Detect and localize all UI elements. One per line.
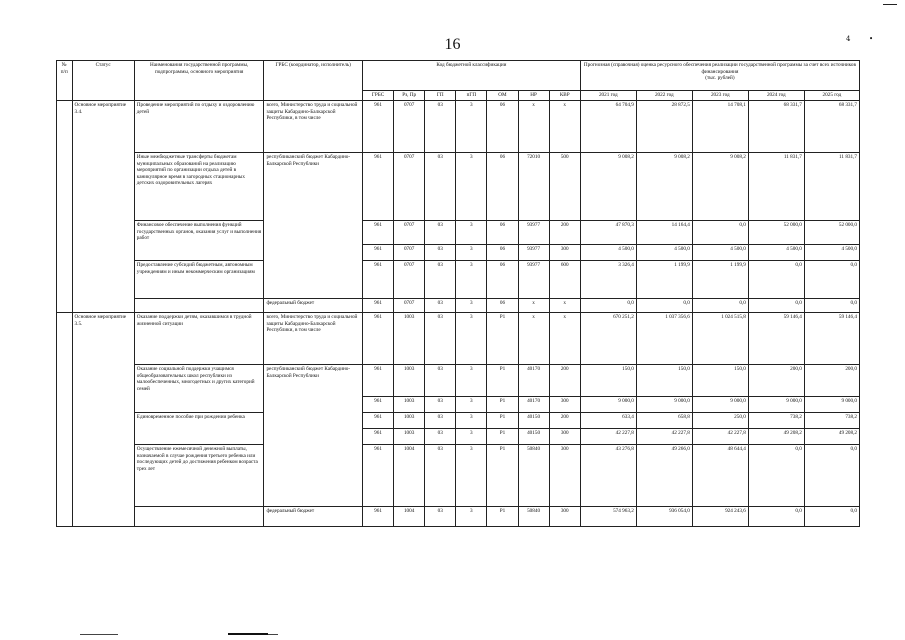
code-cell: 50840 bbox=[518, 507, 549, 527]
code-cell: 500 bbox=[549, 153, 580, 221]
code-cell: 3 bbox=[456, 365, 487, 397]
budget-table bbox=[56, 60, 860, 527]
code-cell: 03 bbox=[425, 445, 456, 507]
table-row bbox=[57, 261, 860, 299]
value-cell: 738,2 bbox=[804, 413, 859, 429]
code-cell: 0707 bbox=[394, 245, 425, 261]
value-cell: 9 000,0 bbox=[804, 397, 859, 413]
value-cell: 14 164,4 bbox=[636, 221, 692, 245]
code-cell: 1003 bbox=[394, 313, 425, 365]
table-row bbox=[57, 365, 860, 397]
code-cell: 3 bbox=[456, 507, 487, 527]
code-cell: 3 bbox=[456, 445, 487, 507]
value-cell: 150,0 bbox=[636, 365, 692, 397]
code-cell: 93977 bbox=[518, 261, 549, 299]
code-cell: 03 bbox=[425, 313, 456, 365]
code-cell: 06 bbox=[487, 261, 518, 299]
code-cell: 961 bbox=[362, 507, 393, 527]
value-cell: 0,0 bbox=[636, 299, 692, 313]
value-cell: 68 331,7 bbox=[804, 101, 859, 153]
code-cell: 03 bbox=[425, 413, 456, 429]
table-row bbox=[57, 507, 860, 527]
subheader-cell: ОМ bbox=[487, 91, 518, 101]
code-cell: 961 bbox=[362, 313, 393, 365]
corner-mark: 4 bbox=[846, 35, 851, 43]
value-cell: 0,0 bbox=[580, 299, 636, 313]
subheader-cell: КВР bbox=[549, 91, 580, 101]
value-cell: 4 500,0 bbox=[636, 245, 692, 261]
value-cell: 9 000,0 bbox=[748, 397, 804, 413]
subheader-cell: пГП bbox=[456, 91, 487, 101]
subheader-cell: ГРБС bbox=[362, 91, 393, 101]
subheader-cell: 2022 год bbox=[636, 91, 692, 101]
header-units: (тыс. рублей) bbox=[705, 75, 735, 81]
name-cell: Оказание социальной поддержки учащимся общеобразовательных школ республики из малообеспеченных, многодетных и других категорий семей bbox=[134, 365, 264, 413]
code-cell: х bbox=[549, 299, 580, 313]
code-cell: 93977 bbox=[518, 245, 549, 261]
code-cell: 1004 bbox=[394, 507, 425, 527]
code-cell: 06 bbox=[487, 221, 518, 245]
code-cell: 300 bbox=[549, 397, 580, 413]
code-cell: 0707 bbox=[394, 299, 425, 313]
code-cell: 40170 bbox=[518, 365, 549, 397]
name-cell: Единовременное пособие при рождении ребенка bbox=[134, 413, 264, 445]
table-row bbox=[57, 221, 860, 245]
value-cell: 0,0 bbox=[748, 507, 804, 527]
code-cell: 50840 bbox=[518, 445, 549, 507]
code-cell: 961 bbox=[362, 413, 393, 429]
code-cell: Р1 bbox=[487, 397, 518, 413]
code-cell: 200 bbox=[549, 413, 580, 429]
value-cell: 0,0 bbox=[804, 299, 859, 313]
code-cell: 03 bbox=[425, 507, 456, 527]
executor-cell: республиканский бюджет Кабардино-Балкарской Республики bbox=[264, 365, 363, 507]
footer-rule bbox=[268, 634, 278, 635]
code-cell: 06 bbox=[487, 299, 518, 313]
code-cell: 600 bbox=[549, 261, 580, 299]
table-row bbox=[57, 101, 860, 153]
value-cell: 9 000,0 bbox=[636, 397, 692, 413]
value-cell: 633,4 bbox=[580, 413, 636, 429]
value-cell: 68 331,7 bbox=[748, 101, 804, 153]
code-cell: 961 bbox=[362, 429, 393, 445]
value-cell: 0,0 bbox=[692, 221, 748, 245]
subheader-cell: 2025 год bbox=[804, 91, 859, 101]
code-cell: 961 bbox=[362, 153, 393, 221]
value-cell: 0,0 bbox=[804, 261, 859, 299]
code-cell: 72010 bbox=[518, 153, 549, 221]
value-cell: 59 146,4 bbox=[748, 313, 804, 365]
value-cell: 1 199,9 bbox=[692, 261, 748, 299]
value-cell: 49 208,2 bbox=[804, 429, 859, 445]
value-cell: 250,0 bbox=[692, 413, 748, 429]
code-cell: 0707 bbox=[394, 221, 425, 245]
value-cell: 1 199,9 bbox=[636, 261, 692, 299]
code-cell: Р1 bbox=[487, 313, 518, 365]
value-cell: 3 326,4 bbox=[580, 261, 636, 299]
code-cell: 3 bbox=[456, 153, 487, 221]
code-cell: 200 bbox=[549, 365, 580, 397]
code-cell: 3 bbox=[456, 245, 487, 261]
code-cell: 1003 bbox=[394, 365, 425, 397]
value-cell: 52 000,0 bbox=[804, 221, 859, 245]
status-cell: Основное мероприятие 3.5. bbox=[72, 313, 134, 527]
code-cell: 06 bbox=[487, 153, 518, 221]
header-num: № п/п bbox=[57, 61, 73, 101]
code-cell: 3 bbox=[456, 221, 487, 245]
footer-rule bbox=[228, 633, 268, 635]
value-cell: 924 243,6 bbox=[692, 507, 748, 527]
code-cell: 961 bbox=[362, 261, 393, 299]
code-cell: Р1 bbox=[487, 429, 518, 445]
code-cell: 03 bbox=[425, 245, 456, 261]
code-cell: 961 bbox=[362, 445, 393, 507]
code-cell: 03 bbox=[425, 221, 456, 245]
code-cell: 03 bbox=[425, 153, 456, 221]
code-cell: 06 bbox=[487, 101, 518, 153]
value-cell: 4 500,0 bbox=[580, 245, 636, 261]
value-cell: 49 266,0 bbox=[636, 445, 692, 507]
code-cell: 0707 bbox=[394, 153, 425, 221]
subheader-cell: 2023 год bbox=[692, 91, 748, 101]
top-right-rule bbox=[883, 4, 897, 5]
value-cell: 9 000,0 bbox=[580, 397, 636, 413]
header-status: Статус bbox=[72, 61, 134, 101]
value-cell: 574 963,2 bbox=[580, 507, 636, 527]
value-cell: 1 024 515,8 bbox=[692, 313, 748, 365]
code-cell: 3 bbox=[456, 429, 487, 445]
header-budget-code: Код бюджетной классификации bbox=[362, 61, 580, 91]
code-cell: 961 bbox=[362, 221, 393, 245]
header-grbs-coordinator: ГРБС (координатор, исполнитель) bbox=[264, 61, 363, 101]
code-cell: 3 bbox=[456, 397, 487, 413]
value-cell: 658,8 bbox=[636, 413, 692, 429]
value-cell: 48 644,4 bbox=[692, 445, 748, 507]
value-cell: 0,0 bbox=[748, 299, 804, 313]
value-cell: 4 500,0 bbox=[748, 245, 804, 261]
subheader-cell: НР bbox=[518, 91, 549, 101]
value-cell: 0,0 bbox=[692, 299, 748, 313]
value-cell: 738,2 bbox=[748, 413, 804, 429]
code-cell: 40150 bbox=[518, 429, 549, 445]
value-cell: 43 276,8 bbox=[580, 445, 636, 507]
code-cell: 961 bbox=[362, 365, 393, 397]
code-cell: Р1 bbox=[487, 507, 518, 527]
code-cell: 93977 bbox=[518, 221, 549, 245]
code-cell: 961 bbox=[362, 245, 393, 261]
value-cell: 9 008,2 bbox=[580, 153, 636, 221]
value-cell: 936 054,0 bbox=[636, 507, 692, 527]
value-cell: 200,0 bbox=[804, 365, 859, 397]
name-cell: Проведение мероприятий по отдыху и оздоровлению детей bbox=[134, 101, 264, 153]
value-cell: 9 008,2 bbox=[636, 153, 692, 221]
code-cell: 40150 bbox=[518, 413, 549, 429]
value-cell: 47 870,3 bbox=[580, 221, 636, 245]
page-number: 16 bbox=[444, 36, 461, 53]
corner-mark: • bbox=[869, 35, 874, 43]
value-cell: 14 708,1 bbox=[692, 101, 748, 153]
value-cell: 28 872,5 bbox=[636, 101, 692, 153]
code-cell: 1003 bbox=[394, 429, 425, 445]
subheader-cell: 2021 год bbox=[580, 91, 636, 101]
code-cell: 1003 bbox=[394, 413, 425, 429]
code-cell: х bbox=[518, 101, 549, 153]
code-cell: 03 bbox=[425, 397, 456, 413]
code-cell: 3 bbox=[456, 299, 487, 313]
code-cell: 1004 bbox=[394, 445, 425, 507]
executor-cell: федеральный бюджет bbox=[264, 299, 363, 313]
code-cell: 961 bbox=[362, 397, 393, 413]
table-row bbox=[57, 313, 860, 365]
subheader-cell: 2024 год bbox=[748, 91, 804, 101]
num-cell bbox=[57, 101, 73, 313]
table-row bbox=[57, 445, 860, 507]
value-cell: 0,0 bbox=[804, 445, 859, 507]
code-cell: Р1 bbox=[487, 413, 518, 429]
value-cell: 11 831,7 bbox=[748, 153, 804, 221]
code-cell: 3 bbox=[456, 261, 487, 299]
code-cell: 03 bbox=[425, 365, 456, 397]
code-cell: 03 bbox=[425, 101, 456, 153]
name-cell: Оказание поддержки детям, оказавшимся в трудной жизненной ситуации bbox=[134, 313, 264, 365]
value-cell: 0,0 bbox=[748, 445, 804, 507]
code-cell: Р1 bbox=[487, 445, 518, 507]
name-cell bbox=[134, 299, 264, 313]
subheader-cell: Рз, Пр bbox=[394, 91, 425, 101]
table-row bbox=[57, 299, 860, 313]
value-cell: 150,0 bbox=[692, 365, 748, 397]
subheader-cell: ГП bbox=[425, 91, 456, 101]
header-forecast-text: Прогнозная (справочная) оценка ресурсного обеспечения реализации государственной программы за счет всех источников финансирования bbox=[583, 62, 856, 75]
value-cell: 52 000,0 bbox=[748, 221, 804, 245]
value-cell: 0,0 bbox=[748, 261, 804, 299]
name-cell: Осуществление ежемесячной денежной выплаты, назначаемой в случае рождения третьего ребенка или последующих детей до достижения ребенком возраста трех лет bbox=[134, 445, 264, 507]
executor-cell: федеральный бюджет bbox=[264, 507, 363, 527]
code-cell: 300 bbox=[549, 245, 580, 261]
name-cell: Финансовое обеспечение выполнения функций государственных органов, оказания услуг и выполнения работ bbox=[134, 221, 264, 261]
value-cell: 64 704,9 bbox=[580, 101, 636, 153]
value-cell: 150,0 bbox=[580, 365, 636, 397]
table-row bbox=[57, 413, 860, 429]
code-cell: 961 bbox=[362, 299, 393, 313]
code-cell: 03 bbox=[425, 299, 456, 313]
header-forecast bbox=[580, 61, 859, 91]
code-cell: 0707 bbox=[394, 261, 425, 299]
value-cell: 4 500,0 bbox=[804, 245, 859, 261]
value-cell: 42 227,8 bbox=[636, 429, 692, 445]
code-cell: х bbox=[549, 101, 580, 153]
value-cell: 4 500,0 bbox=[692, 245, 748, 261]
code-cell: 300 bbox=[549, 445, 580, 507]
code-cell: 961 bbox=[362, 101, 393, 153]
value-cell: 59 146,4 bbox=[804, 313, 859, 365]
value-cell: 9 000,0 bbox=[692, 397, 748, 413]
code-cell: 06 bbox=[487, 245, 518, 261]
code-cell: 0707 bbox=[394, 101, 425, 153]
code-cell: 3 bbox=[456, 413, 487, 429]
code-cell: 40170 bbox=[518, 397, 549, 413]
value-cell: 49 208,2 bbox=[748, 429, 804, 445]
name-cell bbox=[134, 507, 264, 527]
code-cell: х bbox=[518, 313, 549, 365]
code-cell: х bbox=[549, 313, 580, 365]
value-cell: 9 008,2 bbox=[692, 153, 748, 221]
code-cell: х bbox=[518, 299, 549, 313]
name-cell: Предоставление субсидий бюджетным, автономным учреждениям и иным некоммерческим организациям bbox=[134, 261, 264, 299]
code-cell: Р1 bbox=[487, 365, 518, 397]
footer-rule bbox=[80, 634, 118, 635]
code-cell: 03 bbox=[425, 261, 456, 299]
executor-cell: всего, Министерство труда и социальной защиты Кабардино-Балкарской Республики, в том числе bbox=[264, 313, 363, 365]
table-row bbox=[57, 153, 860, 221]
code-cell: 1003 bbox=[394, 397, 425, 413]
code-cell: 300 bbox=[549, 429, 580, 445]
executor-cell: всего, Министерство труда и социальной защиты Кабардино-Балкарской Республики, в том числе bbox=[264, 101, 363, 153]
code-cell: 3 bbox=[456, 101, 487, 153]
code-cell: 03 bbox=[425, 429, 456, 445]
num-cell bbox=[57, 313, 73, 527]
value-cell: 0,0 bbox=[804, 507, 859, 527]
status-cell: Основное мероприятие 3.4. bbox=[72, 101, 134, 313]
header-name: Наименования государственной программы, подпрограммы, основного мероприятия bbox=[134, 61, 264, 101]
name-cell: Иные межбюджетные трансферты бюджетам муниципальных образований на реализацию мероприятий по организации отдыха детей в каникулярное время в загородных стационарных детских оздоровительных лагерях bbox=[134, 153, 264, 221]
value-cell: 11 831,7 bbox=[804, 153, 859, 221]
code-cell: 200 bbox=[549, 221, 580, 245]
value-cell: 42 227,8 bbox=[692, 429, 748, 445]
value-cell: 670 251,2 bbox=[580, 313, 636, 365]
code-cell: 3 bbox=[456, 313, 487, 365]
value-cell: 200,0 bbox=[748, 365, 804, 397]
value-cell: 42 227,8 bbox=[580, 429, 636, 445]
code-cell: 300 bbox=[549, 507, 580, 527]
executor-cell: республиканский бюджет Кабардино-Балкарской Республики bbox=[264, 153, 363, 299]
value-cell: 1 037 356,6 bbox=[636, 313, 692, 365]
